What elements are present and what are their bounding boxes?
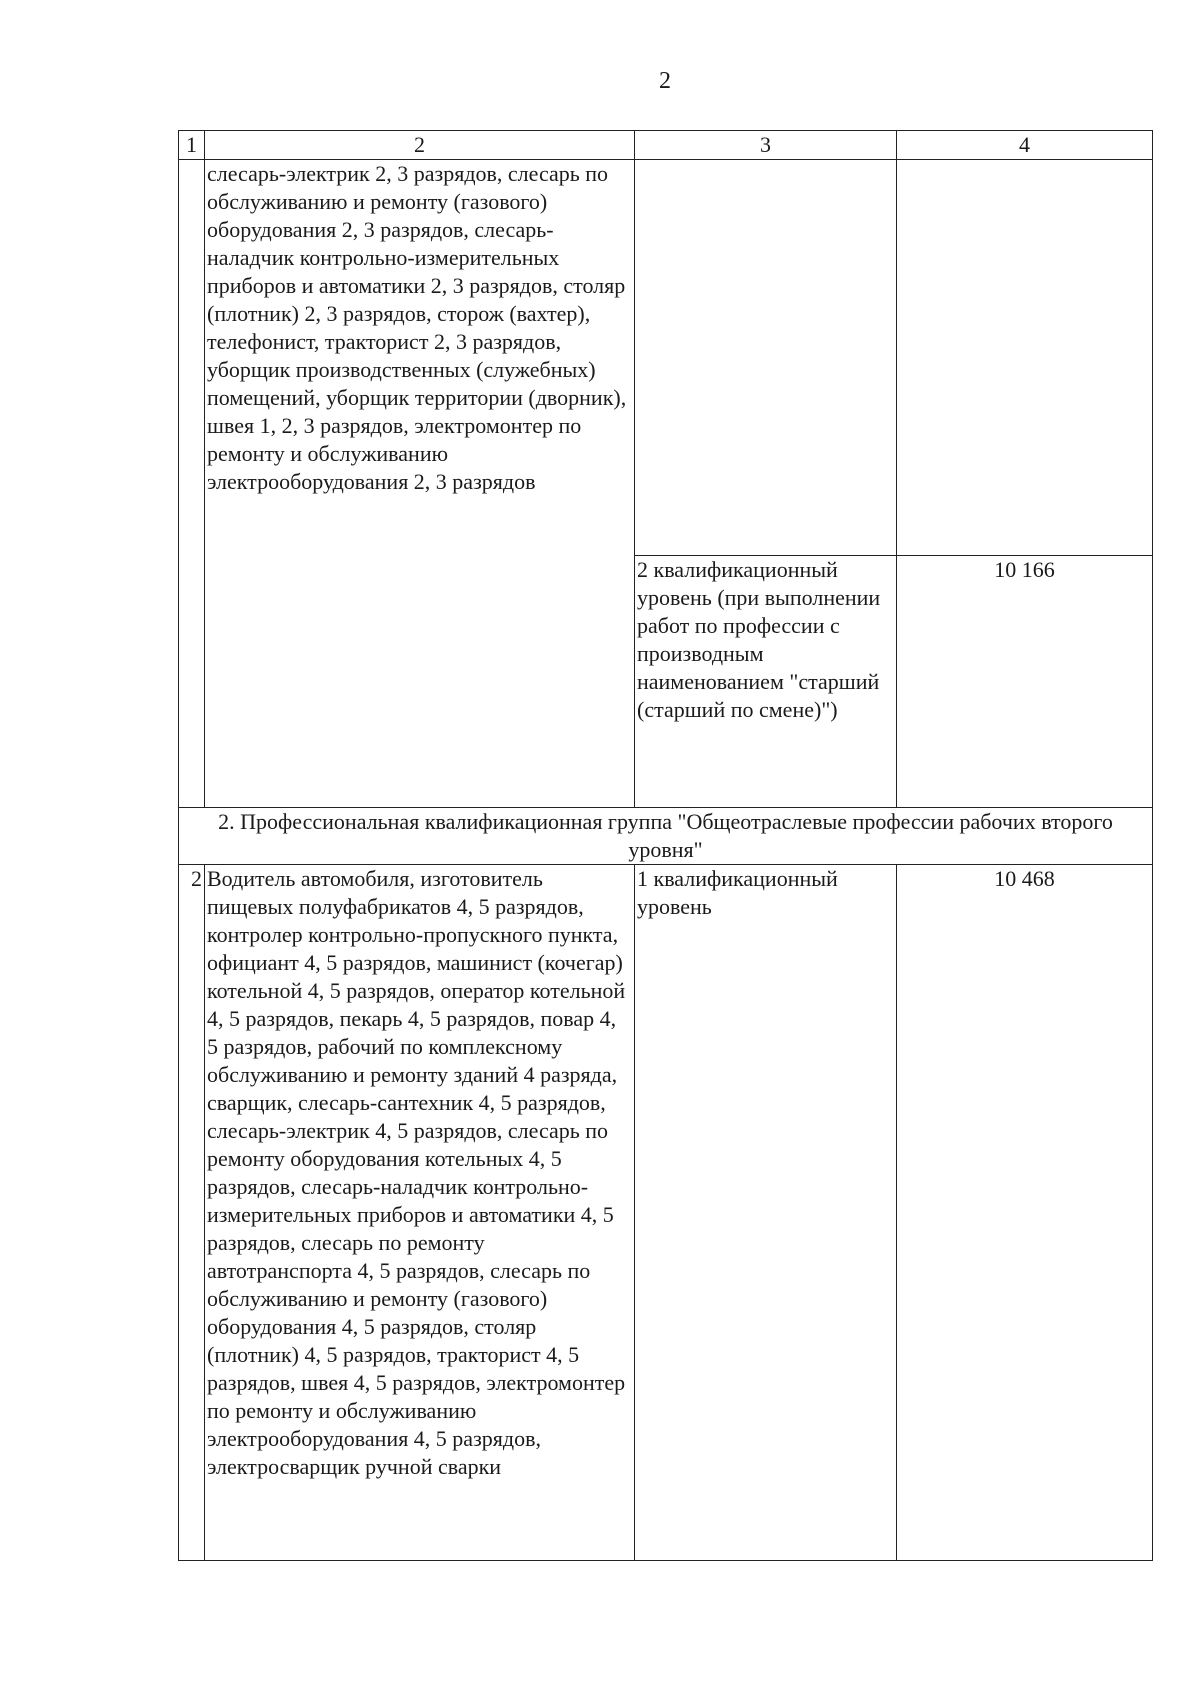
professions-cell: слесарь-электрик 2, 3 разрядов, слесарь по обслуживанию и ремонту (газового) оборудования 2, 3 разрядов, слесарь-наладчик контрольно-измерительных приборов и автоматики 2, 3 разрядов, столяр (плотник) 2, 3 разрядов, сторож (вахтер), телефонист, тракторист 2, 3 разрядов, уборщик производственных (служебных) помещений, уборщик территории (дворник), швея 1, 2, 3 разрядов, электромонтер по ремонту и обслуживанию электрооборудования 2, 3 разрядов <box>205 160 635 808</box>
table-row <box>179 160 1153 556</box>
header-col-1: 1 <box>179 131 205 160</box>
level-cell: 2 квалификационный уровень (при выполнении работ по профессии с производным наименованием "старший (старший по смене)") <box>635 556 897 808</box>
header-col-3: 3 <box>635 131 897 160</box>
level-cell-empty <box>635 160 897 556</box>
salary-table <box>178 130 1153 1561</box>
level-cell: 1 квалификационный уровень <box>635 865 897 1561</box>
group-title: 2. Профессиональная квалификационная группа "Общеотраслевые профессии рабочих второго уровня" <box>179 808 1153 865</box>
table-header-row <box>179 131 1153 160</box>
salary-cell: 10 166 <box>897 556 1153 808</box>
header-col-4: 4 <box>897 131 1153 160</box>
page-number: 2 <box>659 68 671 94</box>
group-title-row <box>179 808 1153 865</box>
salary-cell: 10 468 <box>897 865 1153 1561</box>
row-number-empty <box>179 160 205 808</box>
salary-cell-empty <box>897 160 1153 556</box>
header-col-2: 2 <box>205 131 635 160</box>
row-number: 2 <box>179 865 205 1561</box>
professions-cell: Водитель автомобиля, изготовитель пищевых полуфабрикатов 4, 5 разрядов, контролер контрольно-пропускного пункта, официант 4, 5 разрядов, машинист (кочегар) котельной 4, 5 разрядов, оператор котельной 4, 5 разрядов, пекарь 4, 5 разрядов, повар 4, 5 разрядов, рабочий по комплексному обслуживанию и ремонту зданий 4 разряда, сварщик, слесарь-сантехник 4, 5 разрядов, слесарь-электрик 4, 5 разрядов, слесарь по ремонту оборудования котельных 4, 5 разрядов, слесарь-наладчик контрольно-измерительных приборов и автоматики 4, 5 разрядов, слесарь по ремонту автотранспорта 4, 5 разрядов, слесарь по обслуживанию и ремонту (газового) оборудования 4, 5 разрядов, столяр (плотник) 4, 5 разрядов, тракторист 4, 5 разрядов, швея 4, 5 разрядов, электромонтер по ремонту и обслуживанию электрооборудования 4, 5 разрядов, электросварщик ручной сварки <box>205 865 635 1561</box>
table-row <box>179 865 1153 1561</box>
